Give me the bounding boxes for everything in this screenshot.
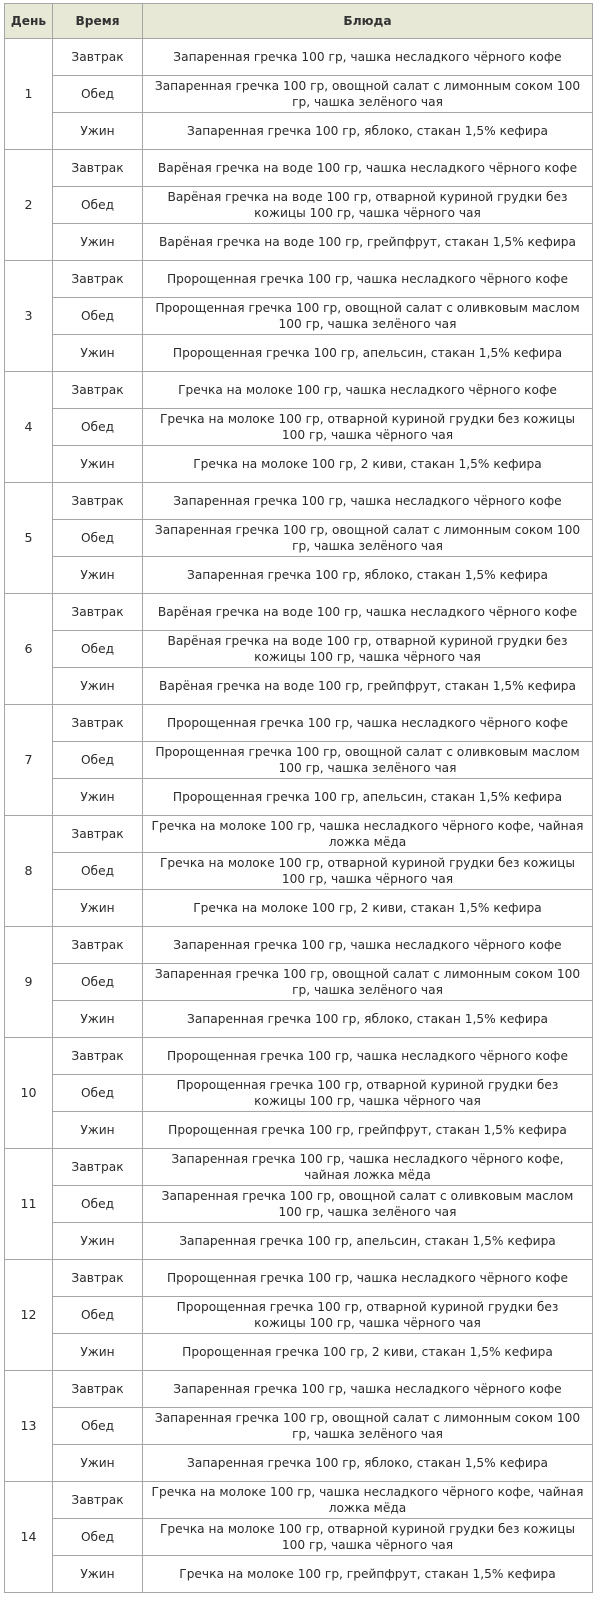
meal-time: Обед: [53, 409, 143, 446]
table-row: [5, 557, 593, 594]
meal-dishes: Гречка на молоке 100 гр, отварной куриной грудки без кожицы 100 гр, чашка чёрного чая: [143, 853, 593, 890]
table-row: [5, 409, 593, 446]
meal-time: Обед: [53, 1408, 143, 1445]
meal-time: Завтрак: [53, 816, 143, 853]
meal-time: Завтрак: [53, 927, 143, 964]
meal-dishes: Пророщенная гречка 100 гр, чашка несладкого чёрного кофе: [143, 261, 593, 298]
table-row: [5, 335, 593, 372]
meal-time: Обед: [53, 520, 143, 557]
table-row: [5, 1186, 593, 1223]
table-row: [5, 631, 593, 668]
table-row: [5, 853, 593, 890]
table-row: [5, 1149, 593, 1186]
meal-time: Завтрак: [53, 1038, 143, 1075]
meal-time: Ужин: [53, 113, 143, 150]
meal-time: Завтрак: [53, 705, 143, 742]
meal-dishes: Пророщенная гречка 100 гр, отварной куриной грудки без кожицы 100 гр, чашка чёрного чая: [143, 1075, 593, 1112]
meal-time: Завтрак: [53, 594, 143, 631]
meal-dishes: Запаренная гречка 100 гр, яблоко, стакан 1,5% кефира: [143, 1445, 593, 1482]
meal-dishes: Запаренная гречка 100 гр, чашка несладкого чёрного кофе: [143, 483, 593, 520]
header-dishes: Блюда: [143, 4, 593, 39]
day-number: 14: [5, 1482, 53, 1593]
day-number: 10: [5, 1038, 53, 1149]
meal-time: Завтрак: [53, 1371, 143, 1408]
meal-time: Ужин: [53, 890, 143, 927]
meal-time: Завтрак: [53, 150, 143, 187]
meal-dishes: Варёная гречка на воде 100 гр, отварной куриной грудки без кожицы 100 гр, чашка чёрного чая: [143, 187, 593, 224]
table-row: [5, 779, 593, 816]
meal-dishes: Пророщенная гречка 100 гр, овощной салат с оливковым маслом 100 гр, чашка зелёного чая: [143, 298, 593, 335]
day-number: 12: [5, 1260, 53, 1371]
table-row: [5, 1371, 593, 1408]
table-row: [5, 964, 593, 1001]
day-number: 3: [5, 261, 53, 372]
table-row: [5, 742, 593, 779]
meal-dishes: Гречка на молоке 100 гр, чашка несладкого чёрного кофе: [143, 372, 593, 409]
meal-time: Ужин: [53, 1112, 143, 1149]
table-row: [5, 372, 593, 409]
meal-time: Ужин: [53, 1223, 143, 1260]
table-row: [5, 224, 593, 261]
meal-time: Завтрак: [53, 1260, 143, 1297]
table-row: [5, 261, 593, 298]
meal-time: Ужин: [53, 1556, 143, 1593]
meal-dishes: Гречка на молоке 100 гр, 2 киви, стакан 1,5% кефира: [143, 890, 593, 927]
meal-dishes: Гречка на молоке 100 гр, грейпфрут, стакан 1,5% кефира: [143, 1556, 593, 1593]
meal-time: Завтрак: [53, 1149, 143, 1186]
table-row: [5, 1260, 593, 1297]
meal-time: Ужин: [53, 557, 143, 594]
meal-time: Ужин: [53, 446, 143, 483]
table-row: [5, 1075, 593, 1112]
meal-dishes: Гречка на молоке 100 гр, чашка несладкого чёрного кофе, чайная ложка мёда: [143, 1482, 593, 1519]
table-row: [5, 113, 593, 150]
meal-dishes: Варёная гречка на воде 100 гр, чашка несладкого чёрного кофе: [143, 594, 593, 631]
day-number: 9: [5, 927, 53, 1038]
meal-time: Ужин: [53, 1334, 143, 1371]
table-row: [5, 446, 593, 483]
meal-dishes: Пророщенная гречка 100 гр, отварной куриной грудки без кожицы 100 гр, чашка чёрного чая: [143, 1297, 593, 1334]
header-time: Время: [53, 4, 143, 39]
meal-dishes: Запаренная гречка 100 гр, овощной салат с оливковым маслом 100 гр, чашка зелёного чая: [143, 1186, 593, 1223]
day-number: 8: [5, 816, 53, 927]
header-day: День: [5, 4, 53, 39]
meal-time: Ужин: [53, 668, 143, 705]
meal-time: Обед: [53, 742, 143, 779]
table-row: [5, 668, 593, 705]
meal-dishes: Пророщенная гречка 100 гр, апельсин, стакан 1,5% кефира: [143, 335, 593, 372]
header-row: [5, 4, 593, 39]
meal-dishes: Пророщенная гречка 100 гр, чашка несладкого чёрного кофе: [143, 1038, 593, 1075]
meal-dishes: Запаренная гречка 100 гр, яблоко, стакан 1,5% кефира: [143, 1001, 593, 1038]
table-row: [5, 1112, 593, 1149]
table-header: [5, 4, 593, 39]
meal-dishes: Запаренная гречка 100 гр, яблоко, стакан 1,5% кефира: [143, 113, 593, 150]
table-row: [5, 927, 593, 964]
meal-time: Обед: [53, 631, 143, 668]
meal-dishes: Запаренная гречка 100 гр, овощной салат с лимонным соком 100 гр, чашка зелёного чая: [143, 76, 593, 113]
meal-time: Ужин: [53, 1001, 143, 1038]
meal-time: Ужин: [53, 224, 143, 261]
day-number: 7: [5, 705, 53, 816]
meal-time: Ужин: [53, 779, 143, 816]
meal-time: Обед: [53, 853, 143, 890]
meal-dishes: Пророщенная гречка 100 гр, грейпфрут, стакан 1,5% кефира: [143, 1112, 593, 1149]
table-row: [5, 1223, 593, 1260]
table-row: [5, 39, 593, 76]
meal-dishes: Варёная гречка на воде 100 гр, чашка несладкого чёрного кофе: [143, 150, 593, 187]
table-body: [5, 39, 593, 1593]
meal-dishes: Запаренная гречка 100 гр, чашка несладкого чёрного кофе: [143, 927, 593, 964]
table-row: [5, 1001, 593, 1038]
meal-dishes: Гречка на молоке 100 гр, чашка несладкого чёрного кофе, чайная ложка мёда: [143, 816, 593, 853]
meal-time: Завтрак: [53, 1482, 143, 1519]
meal-dishes: Пророщенная гречка 100 гр, 2 киви, стакан 1,5% кефира: [143, 1334, 593, 1371]
meal-dishes: Запаренная гречка 100 гр, апельсин, стакан 1,5% кефира: [143, 1223, 593, 1260]
meal-time: Обед: [53, 298, 143, 335]
meal-dishes: Гречка на молоке 100 гр, отварной куриной грудки без кожицы 100 гр, чашка чёрного чая: [143, 409, 593, 446]
meal-dishes: Гречка на молоке 100 гр, 2 киви, стакан 1,5% кефира: [143, 446, 593, 483]
meal-dishes: Запаренная гречка 100 гр, овощной салат с лимонным соком 100 гр, чашка зелёного чая: [143, 520, 593, 557]
meal-time: Завтрак: [53, 372, 143, 409]
meal-dishes: Варёная гречка на воде 100 гр, грейпфрут, стакан 1,5% кефира: [143, 224, 593, 261]
meal-dishes: Запаренная гречка 100 гр, чашка несладкого чёрного кофе, чайная ложка мёда: [143, 1149, 593, 1186]
table-row: [5, 594, 593, 631]
meal-dishes: Пророщенная гречка 100 гр, чашка несладкого чёрного кофе: [143, 705, 593, 742]
meal-dishes: Варёная гречка на воде 100 гр, грейпфрут, стакан 1,5% кефира: [143, 668, 593, 705]
meal-time: Ужин: [53, 1445, 143, 1482]
table-row: [5, 705, 593, 742]
table-row: [5, 1297, 593, 1334]
table-row: [5, 298, 593, 335]
meal-dishes: Пророщенная гречка 100 гр, чашка несладкого чёрного кофе: [143, 1260, 593, 1297]
table-row: [5, 1334, 593, 1371]
day-number: 6: [5, 594, 53, 705]
meal-dishes: Запаренная гречка 100 гр, овощной салат с лимонным соком 100 гр, чашка зелёного чая: [143, 964, 593, 1001]
meal-time: Обед: [53, 187, 143, 224]
meal-dishes: Пророщенная гречка 100 гр, овощной салат с оливковым маслом 100 гр, чашка зелёного чая: [143, 742, 593, 779]
table-row: [5, 483, 593, 520]
table-row: [5, 1038, 593, 1075]
meal-dishes: Запаренная гречка 100 гр, яблоко, стакан 1,5% кефира: [143, 557, 593, 594]
day-number: 2: [5, 150, 53, 261]
day-number: 11: [5, 1149, 53, 1260]
meal-dishes: Варёная гречка на воде 100 гр, отварной куриной грудки без кожицы 100 гр, чашка чёрного чая: [143, 631, 593, 668]
meal-dishes: Пророщенная гречка 100 гр, апельсин, стакан 1,5% кефира: [143, 779, 593, 816]
table-row: [5, 1445, 593, 1482]
meal-dishes: Запаренная гречка 100 гр, чашка несладкого чёрного кофе: [143, 1371, 593, 1408]
table-row: [5, 1482, 593, 1519]
table-row: [5, 1519, 593, 1556]
meal-time: Завтрак: [53, 39, 143, 76]
table-row: [5, 1556, 593, 1593]
table-row: [5, 520, 593, 557]
day-number: 1: [5, 39, 53, 150]
table-row: [5, 1408, 593, 1445]
meal-time: Обед: [53, 1519, 143, 1556]
meal-time: Обед: [53, 964, 143, 1001]
meal-time: Обед: [53, 76, 143, 113]
table-row: [5, 76, 593, 113]
table-row: [5, 890, 593, 927]
table-row: [5, 816, 593, 853]
day-number: 13: [5, 1371, 53, 1482]
meal-dishes: Запаренная гречка 100 гр, чашка несладкого чёрного кофе: [143, 39, 593, 76]
meal-time: Обед: [53, 1075, 143, 1112]
meal-dishes: Гречка на молоке 100 гр, отварной куриной грудки без кожицы 100 гр, чашка чёрного чая: [143, 1519, 593, 1556]
diet-menu-table: [4, 3, 593, 1593]
day-number: 4: [5, 372, 53, 483]
table-row: [5, 150, 593, 187]
meal-time: Завтрак: [53, 483, 143, 520]
meal-dishes: Запаренная гречка 100 гр, овощной салат с лимонным соком 100 гр, чашка зелёного чая: [143, 1408, 593, 1445]
table-row: [5, 187, 593, 224]
day-number: 5: [5, 483, 53, 594]
meal-time: Ужин: [53, 335, 143, 372]
meal-time: Обед: [53, 1297, 143, 1334]
meal-time: Обед: [53, 1186, 143, 1223]
meal-time: Завтрак: [53, 261, 143, 298]
